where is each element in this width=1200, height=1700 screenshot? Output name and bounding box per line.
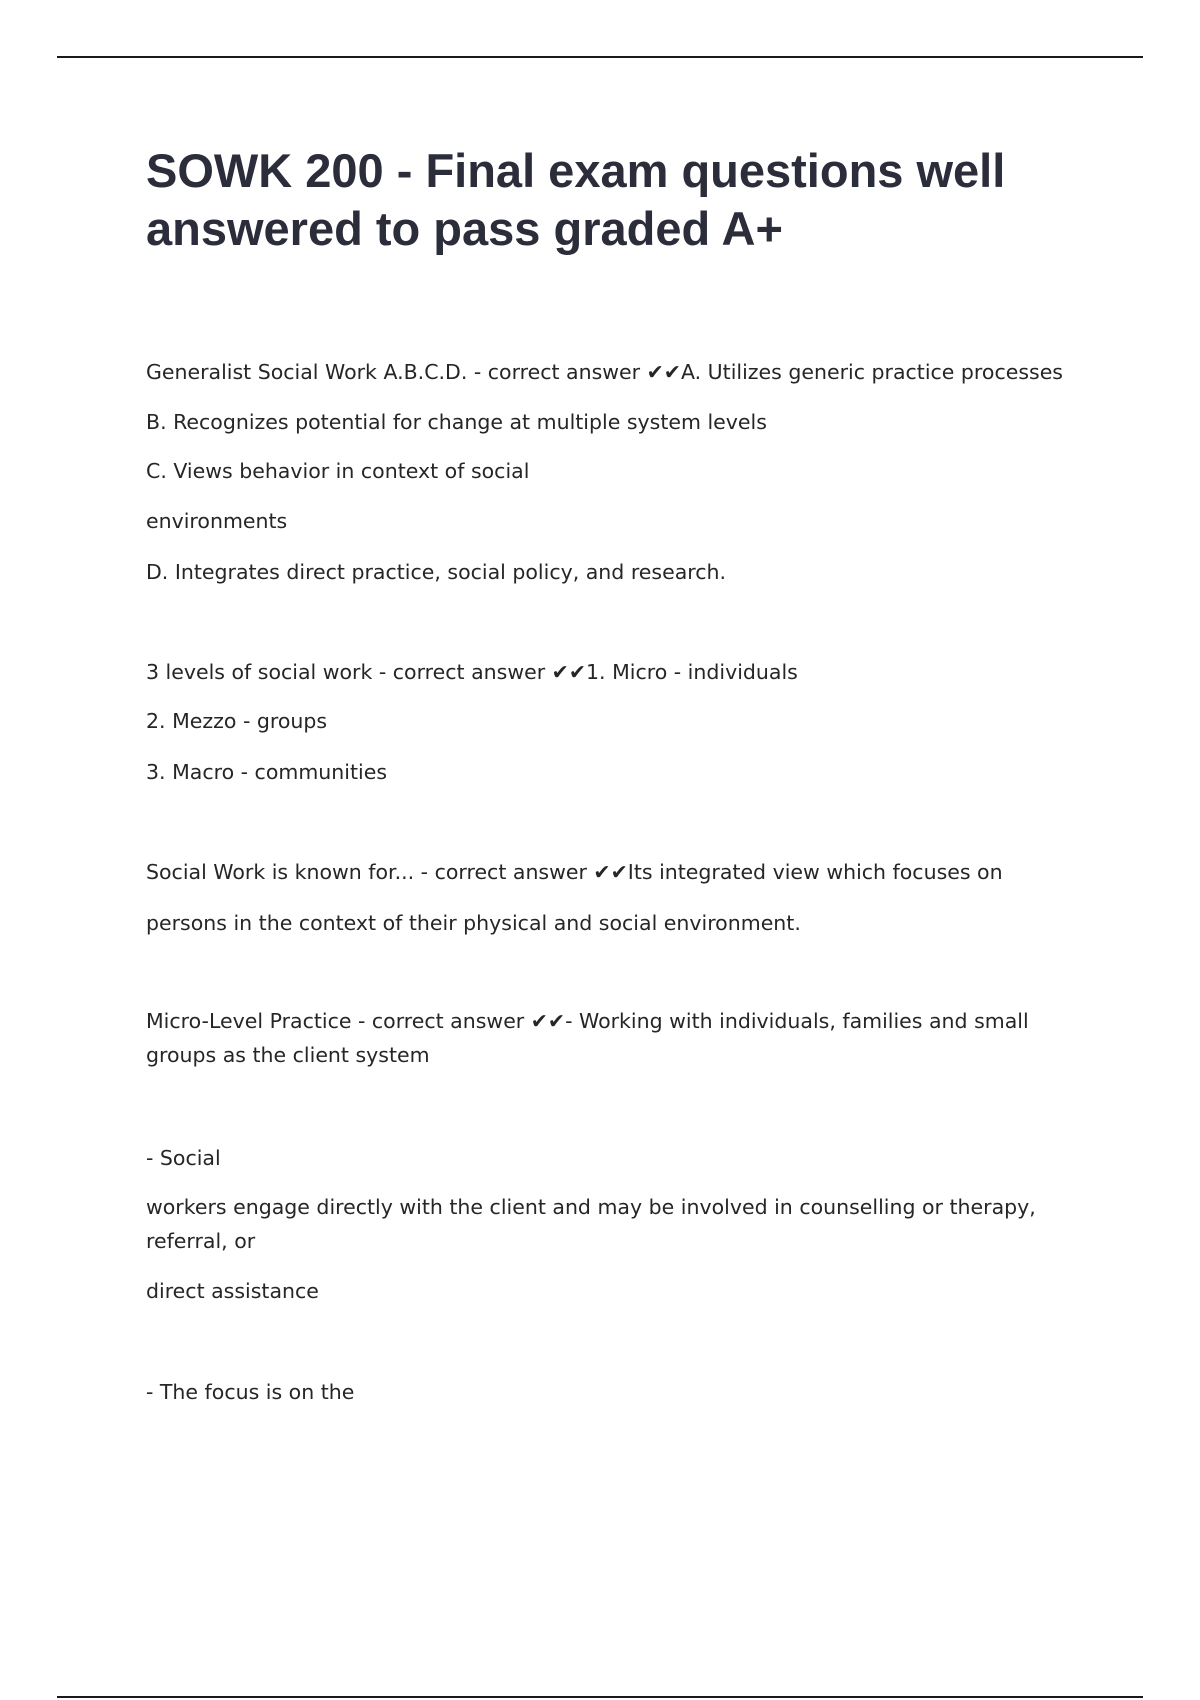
bottom-divider bbox=[57, 1696, 1143, 1698]
qa-micro-level-line: Micro-Level Practice - correct answer ✔✔- Working with individuals, families and small groups as the client system bbox=[146, 1009, 1029, 1067]
qa-levels-line-3: 3. Macro - communities bbox=[146, 760, 388, 784]
qa-micro-social-line: - Social bbox=[146, 1146, 221, 1170]
top-divider bbox=[57, 56, 1143, 58]
qa-levels-line-2: 2. Mezzo - groups bbox=[146, 709, 328, 733]
qa-known-for-line-cont: persons in the context of their physical and social environment. bbox=[146, 911, 801, 935]
qa-generalist-line: Generalist Social Work A.B.C.D. - correct answer ✔✔A. Utilizes generic practice processes bbox=[146, 360, 1063, 384]
qa-known-for-line: Social Work is known for... - correct answer ✔✔Its integrated view which focuses on bbox=[146, 860, 1003, 884]
qa-levels-line: 3 levels of social work - correct answer ✔✔1. Micro - individuals bbox=[146, 660, 798, 684]
qa-micro-assistance-line: direct assistance bbox=[146, 1279, 319, 1303]
qa-micro-focus-line: - The focus is on the bbox=[146, 1380, 355, 1404]
qa-generalist-line-b: B. Recognizes potential for change at multiple system levels bbox=[146, 410, 767, 434]
qa-micro-workers-line: workers engage directly with the client and may be involved in counselling or therapy, referral, or bbox=[146, 1195, 1036, 1253]
qa-generalist-line-d: D. Integrates direct practice, social policy, and research. bbox=[146, 560, 727, 584]
qa-generalist-line-c: C. Views behavior in context of social bbox=[146, 459, 530, 483]
document-title: SOWK 200 - Final exam questions well answered to pass graded A+ bbox=[146, 144, 1006, 255]
qa-generalist-line-c-cont: environments bbox=[146, 509, 288, 533]
